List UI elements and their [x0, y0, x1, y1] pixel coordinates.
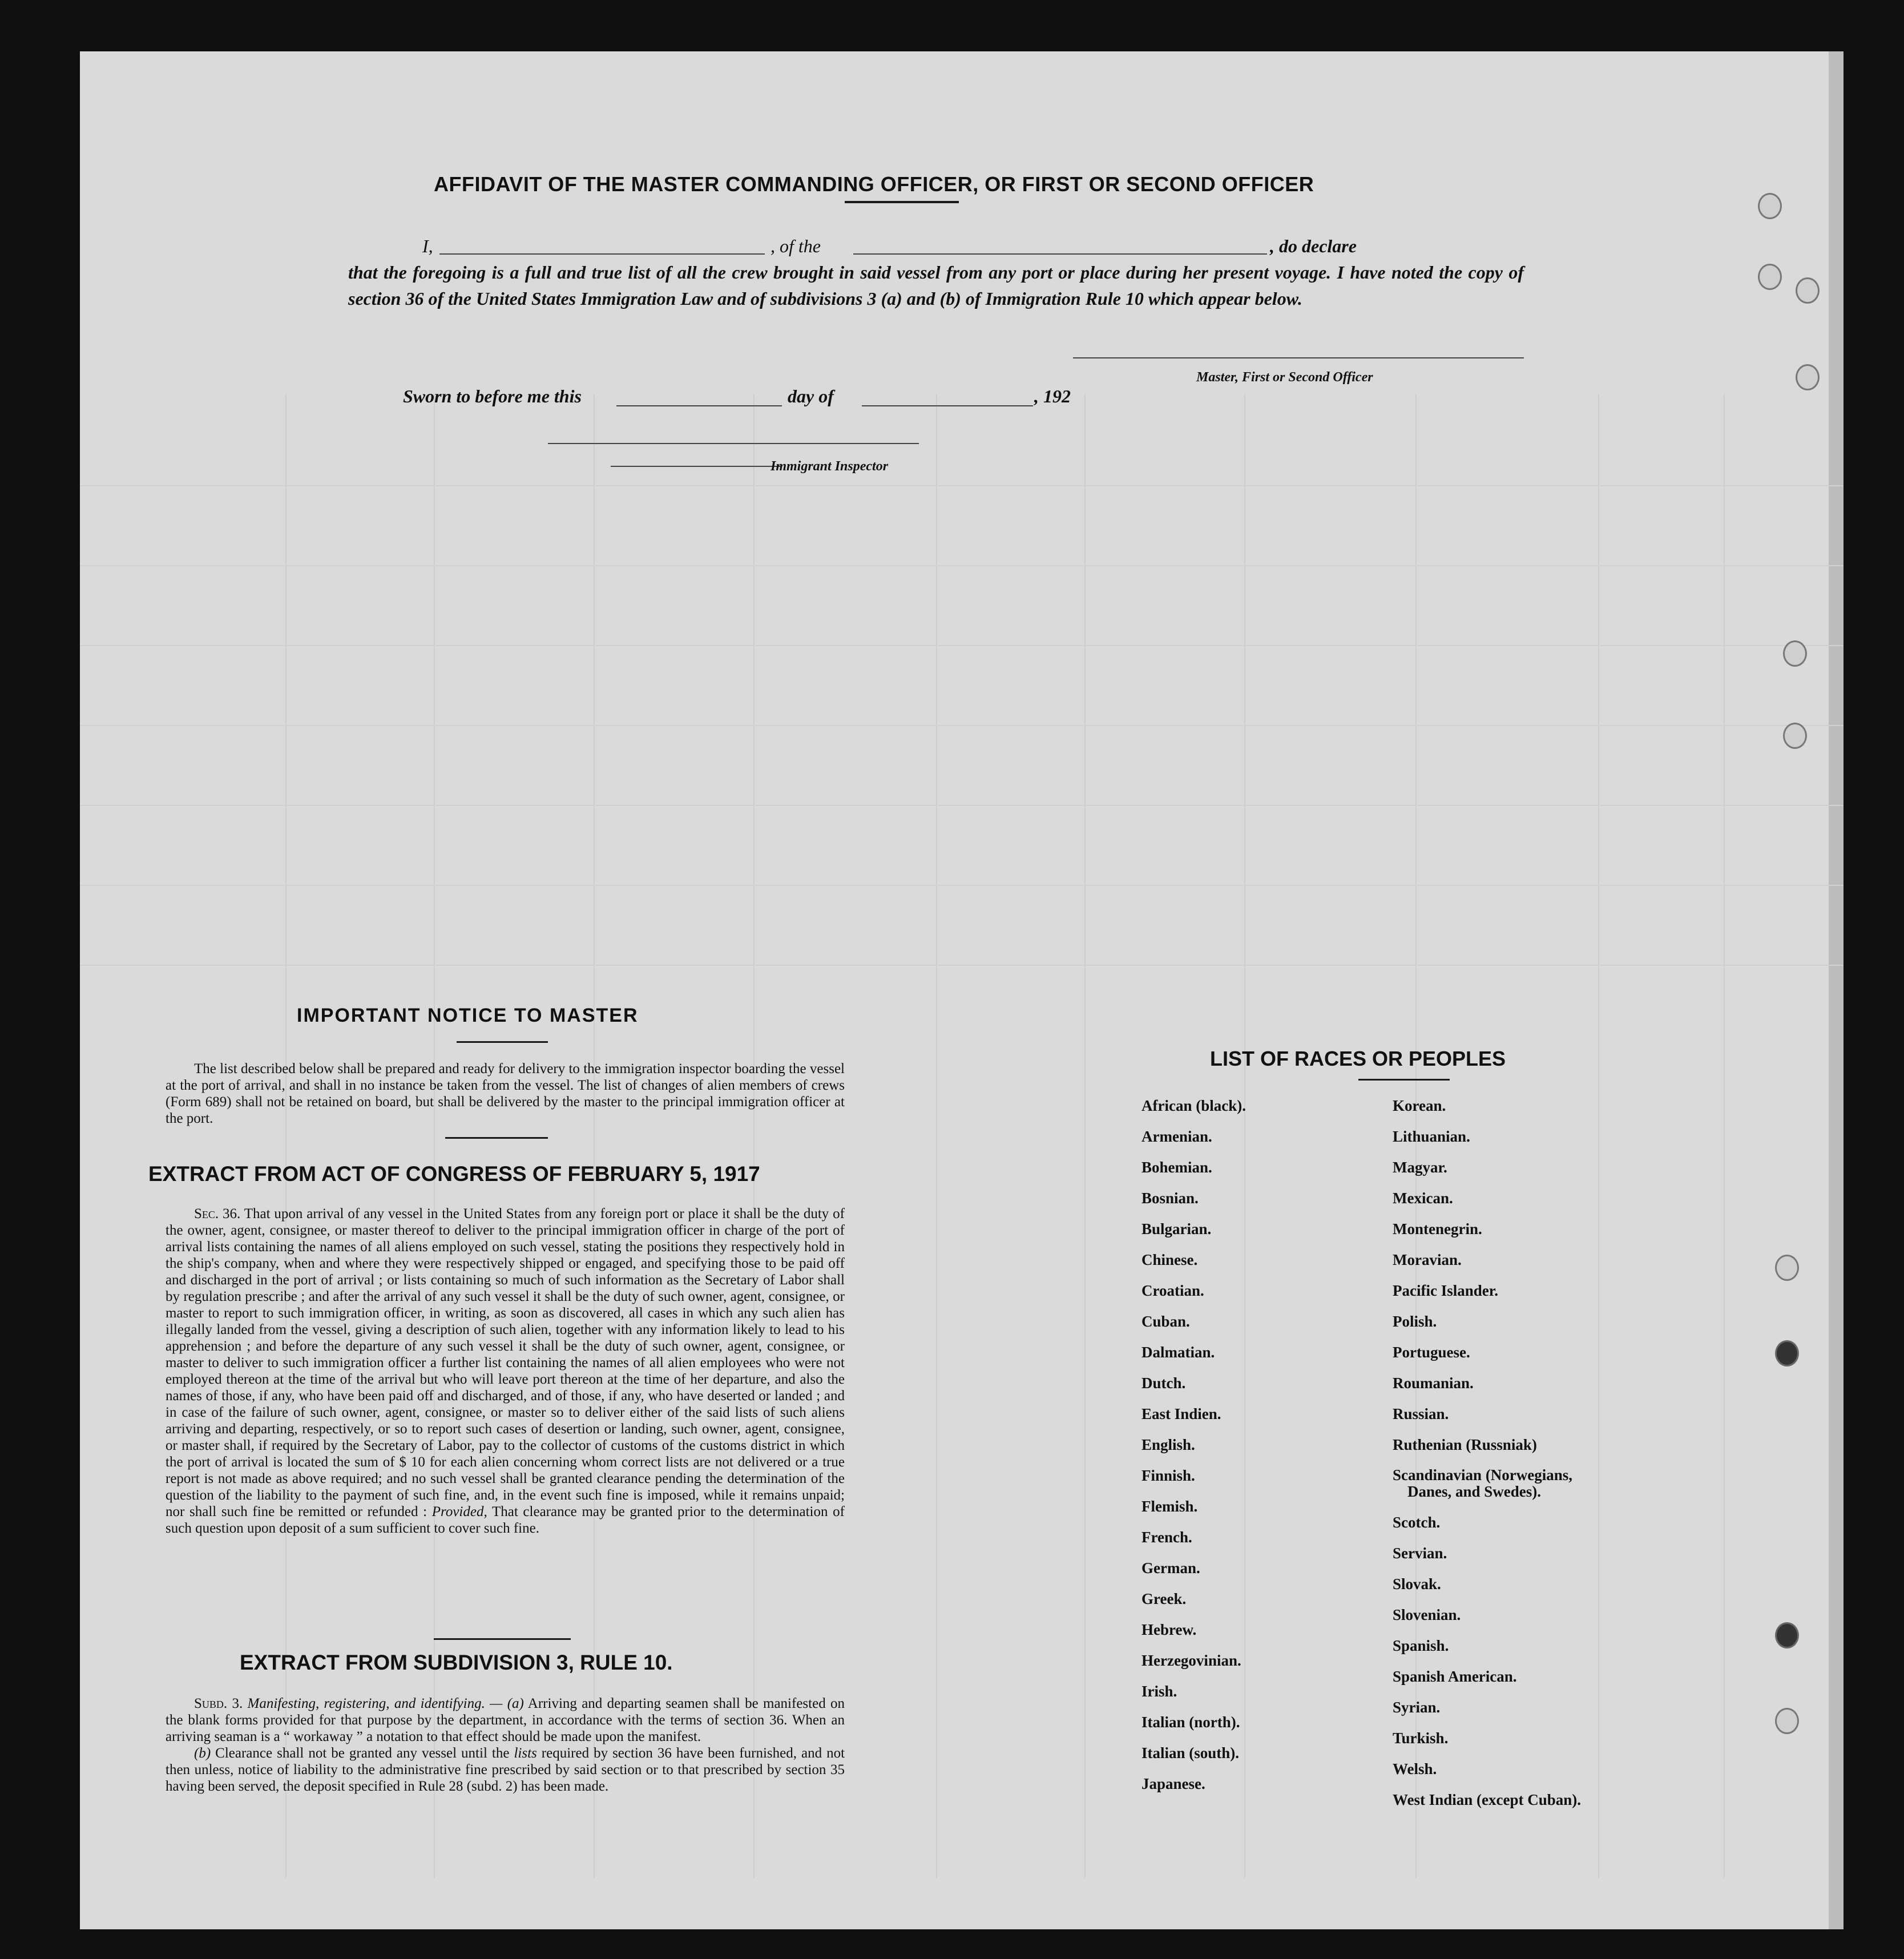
race-item: Irish. [1141, 1683, 1177, 1700]
provided-label: Provided, [431, 1504, 487, 1519]
punch-hole [1775, 1708, 1799, 1734]
sworn-day-of: day of [788, 386, 834, 406]
para-b-text: Clearance shall not be granted any vessel until the [215, 1746, 510, 1761]
sworn-year: , 192 [1034, 386, 1071, 406]
race-item: Herzegovinian. [1141, 1652, 1241, 1669]
races-left-column [1141, 1090, 1246, 1799]
race-item: Montenegrin. [1393, 1220, 1482, 1238]
punch-hole [1783, 723, 1807, 749]
affidavit-i-label: I, [422, 236, 433, 256]
race-item: Syrian. [1393, 1699, 1441, 1716]
race-item: Japanese. [1141, 1775, 1205, 1792]
race-item: Bohemian. [1141, 1159, 1212, 1176]
race-item: Moravian. [1393, 1251, 1462, 1268]
punch-hole [1775, 1255, 1799, 1281]
race-item: English. [1141, 1436, 1195, 1453]
punch-hole [1758, 193, 1782, 219]
master-signature-label: Master, First or Second Officer [1196, 370, 1373, 385]
races-title-underline [1358, 1079, 1450, 1081]
master-name-blank [439, 253, 765, 255]
race-item: Lithuanian. [1393, 1128, 1470, 1145]
sworn-month-blank [862, 405, 1033, 406]
race-item: East Indien. [1141, 1405, 1221, 1422]
races-title: LIST OF RACES OR PEOPLES [1210, 1047, 1506, 1070]
master-signature-blank [1073, 357, 1524, 358]
scandinavian-line-2: Danes, and Swedes). [1407, 1483, 1542, 1500]
extract-rule-title: EXTRACT FROM SUBDIVISION 3, RULE 10. [240, 1651, 673, 1674]
race-item: Bosnian. [1141, 1190, 1199, 1207]
notice-body: The list described below shall be prepared and ready for delivery to the immigration inspector boarding the vessel at the port of arrival, and shall in no instance be taken from the vessel. The list of changes of alien members of crews (Form 689) shall not be retained on board, but shall be delivered by the master to the principal immigration officer at the port. [166, 1061, 845, 1126]
vessel-name-blank [853, 253, 1267, 255]
extract-act-text-end: That clearance may be granted prior to the determination of such question upon deposit of a sum sufficient to cover such fine. [166, 1504, 845, 1536]
extract-divider [434, 1638, 571, 1640]
race-item: Cuban. [1141, 1313, 1190, 1330]
race-item: Greek. [1141, 1590, 1187, 1607]
punch-hole [1758, 264, 1782, 290]
para-b-text-end: required by section 36 have been furnished, and not then unless, notice of liability to the administrative fine prescribed by said section or to that prescribed by section 35 having been served, the deposit specified in Rule 28 (subd. 2) has been made. [166, 1746, 845, 1794]
race-item: Spanish American. [1393, 1668, 1517, 1685]
race-item: Polish. [1393, 1313, 1437, 1330]
document-page [80, 51, 1844, 1929]
race-item: Spanish. [1393, 1637, 1449, 1654]
extract-act-body [166, 1206, 845, 1537]
affidavit-declare-label: , do declare [1270, 236, 1357, 256]
inspector-signature-blank [548, 443, 919, 444]
race-item: Scotch. [1393, 1514, 1441, 1531]
affidavit-statement: that the foregoing is a full and true list of all the crew brought in said vessel from any port or place during her present voyage. I have noted the copy of section 36 of the United States Immigration Law and of subdivisions 3 (a) and (b) of Immigration Rule 10 which appear below. [348, 262, 1524, 309]
subd-heading: Manifesting, registering, and identifying. [247, 1696, 485, 1711]
sworn-day-blank [616, 405, 782, 406]
race-item: Pacific Islander. [1393, 1282, 1498, 1299]
rule-paragraph-a [166, 1695, 845, 1745]
sworn-prefix: Sworn to before me this [403, 386, 582, 406]
race-item: West Indian (except Cuban). [1393, 1791, 1582, 1808]
race-item: German. [1141, 1559, 1200, 1577]
punch-hole [1783, 640, 1807, 667]
inspector-underline [611, 466, 782, 467]
para-a-text: Arriving and departing seamen shall be manifested on the blank forms provided for that purpose by the department, in accordance with the terms of section 36. When an arriving seaman is a “ workaway ” a notation to that effect should be made upon the manifest. [166, 1696, 845, 1744]
race-item: Slovenian. [1393, 1606, 1461, 1623]
notice-divider [445, 1137, 548, 1139]
race-item: Mexican. [1393, 1190, 1453, 1207]
para-b-marker: (b) [194, 1746, 211, 1761]
races-right-column [1393, 1090, 1581, 1815]
para-b-lists: lists [514, 1746, 537, 1761]
race-item: Finnish. [1141, 1467, 1195, 1484]
race-item: African (black). [1141, 1097, 1246, 1114]
race-item: Chinese. [1141, 1251, 1198, 1268]
race-item: Italian (south). [1141, 1744, 1240, 1762]
subd-label: Subd. 3. [194, 1696, 243, 1711]
race-item: Korean. [1393, 1097, 1446, 1114]
punch-hole [1775, 1622, 1799, 1648]
race-item: Croatian. [1141, 1282, 1204, 1299]
inspector-label: Immigrant Inspector [771, 459, 889, 474]
race-item: Hebrew. [1141, 1621, 1197, 1638]
race-item: Dalmatian. [1141, 1344, 1215, 1361]
race-item: Flemish. [1141, 1498, 1198, 1515]
para-a-marker: — (a) [490, 1696, 524, 1711]
punch-hole [1796, 277, 1820, 304]
race-item: Russian. [1393, 1405, 1449, 1422]
notice-title: IMPORTANT NOTICE TO MASTER [297, 1005, 639, 1026]
race-item: Slovak. [1393, 1575, 1441, 1593]
extract-act-text: That upon arrival of any vessel in the United States from any foreign port or place it shall be the duty of the owner, agent, consignee, or master thereof to deliver to the principal immigration officer in charge of the port of arrival lists containing the names of all aliens employed on such vessel, stating the positions they respectively hold in the ship's company, when and where they were respectively shipped or engaged, and specifying those to be paid off and discharged in the port of arrival ; or lists containing so much of such information as the Secretary of Labor shall by regulation prescribe ; and after the arrival of any such vessel it shall be the duty of such owner, agent, consignee, or master to report to such immigration officer, in writing, as soon as discovered, all cases in which any such alien has illegally landed from the vessel, giving a description of such alien, together with any information likely to lead to his apprehension ; and before the departure of any such vessel it shall be the duty of such owner, agent, consignee, or master to deliver to such immigration officer a further list containing the names of all alien employees who were not employed thereon at the time of the arrival but who will leave port thereon at the time of her departure, and also the names of those, if any, who have been paid off and discharged, and of those, if any, who have deserted or landed ; and in case of the failure of such owner, agent, consignee, or master so to deliver either of the said lists of such aliens arriving and departing, respectively, or so to report such cases of desertion or landing, such owner, agent, consignee, or master shall, if required by the Secretary of Labor, pay to the collector of customs of the customs district in which the port of arrival is located the sum of $ 10 for each alien concerning whom correct lists are not delivered or a true report is not made as above required; and no such vessel shall be granted clearance pending the determination of the question of the liability to the payment of such fine, and, in the event such fine is imposed, while it remains unpaid; nor shall such fine be remitted or refunded : [166, 1206, 845, 1519]
race-item: Roumanian. [1393, 1374, 1474, 1392]
race-item: Magyar. [1393, 1159, 1447, 1176]
punch-hole [1796, 364, 1820, 390]
race-item: Ruthenian (Russniak) [1393, 1436, 1537, 1453]
scandinavian-line-1: Scandinavian (Norwegians, [1393, 1466, 1573, 1484]
rule-paragraph-b [166, 1745, 845, 1795]
race-item: French. [1141, 1529, 1192, 1546]
race-item-scandinavian [1393, 1460, 1581, 1507]
punch-hole [1775, 1340, 1799, 1367]
page-edge-shadow [1829, 51, 1844, 1929]
race-item: Bulgarian. [1141, 1220, 1212, 1238]
section-label: Sec. 36. [194, 1206, 241, 1222]
race-item: Dutch. [1141, 1374, 1186, 1392]
extract-act-title: EXTRACT FROM ACT OF CONGRESS OF FEBRUARY 5, 1917 [148, 1162, 760, 1186]
race-item: Portuguese. [1393, 1344, 1470, 1361]
affidavit-declaration-line [348, 233, 1524, 259]
affidavit-title: AFFIDAVIT OF THE MASTER COMMANDING OFFICER, OR FIRST OR SECOND OFFICER [434, 172, 1314, 196]
race-item: Italian (north). [1141, 1714, 1240, 1731]
affidavit-of-the-label: , of the [771, 236, 821, 256]
affidavit-text [348, 233, 1524, 312]
race-item: Welsh. [1393, 1760, 1437, 1777]
affidavit-title-underline [845, 201, 959, 203]
notice-title-underline [457, 1041, 548, 1043]
race-item: Servian. [1393, 1545, 1447, 1562]
extract-rule-body [166, 1695, 845, 1795]
race-item: Turkish. [1393, 1730, 1449, 1747]
race-item: Armenian. [1141, 1128, 1212, 1145]
